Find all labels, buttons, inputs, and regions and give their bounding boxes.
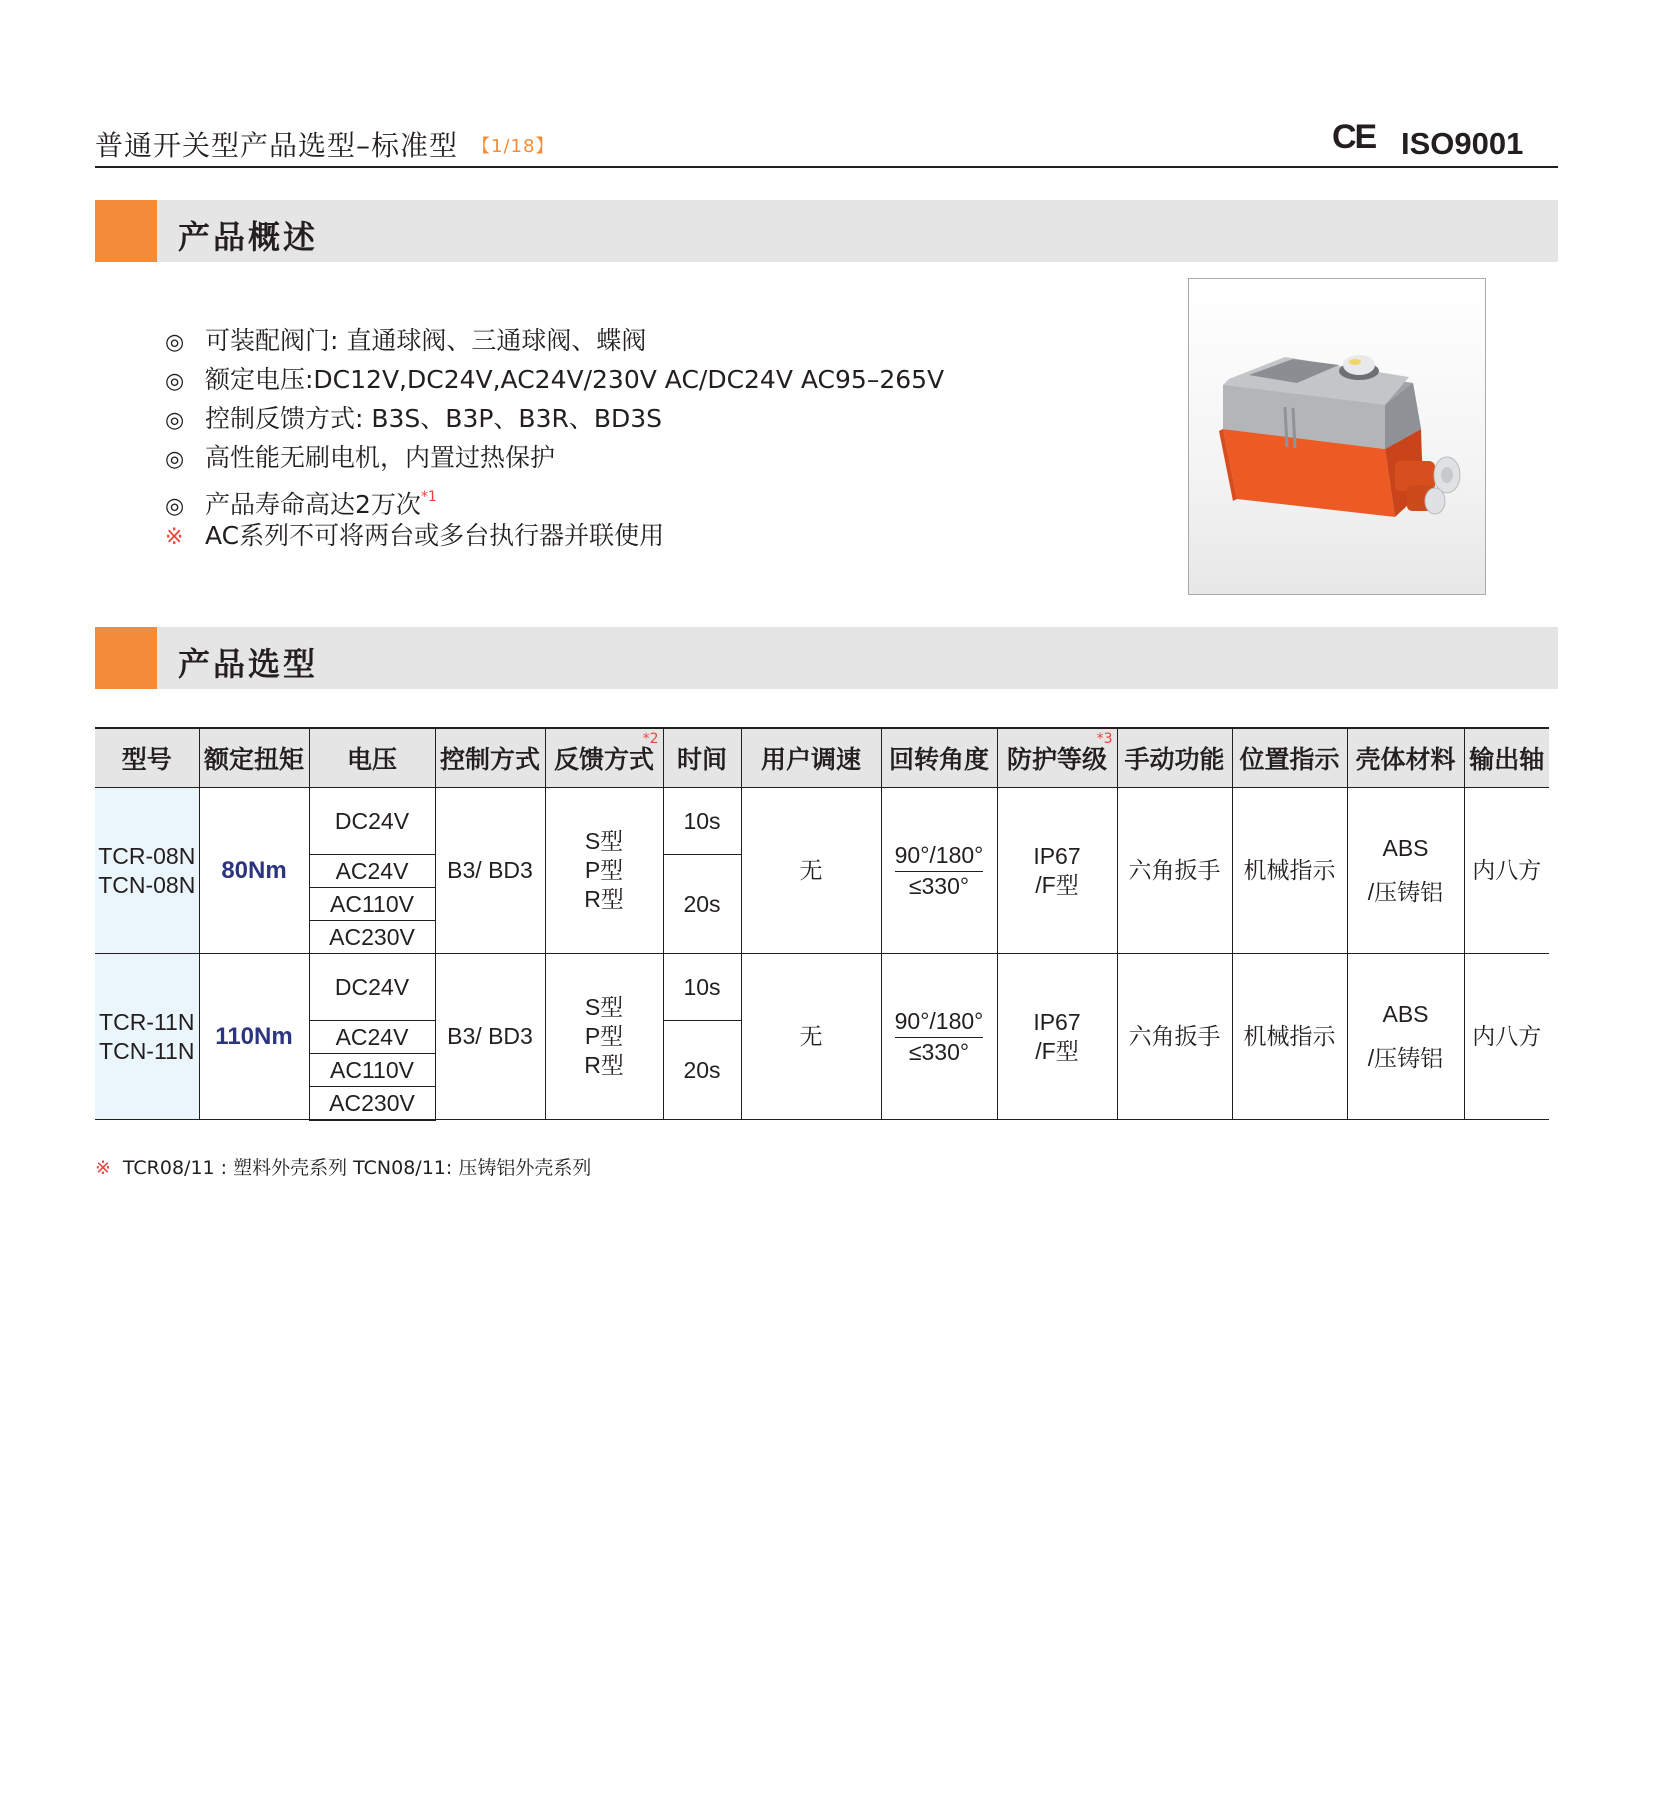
page-title	[95, 124, 554, 164]
protection-cell	[997, 954, 1117, 1120]
footnote-marker: *2	[642, 731, 659, 747]
warning-icon: ※	[165, 525, 184, 550]
header-housing: 壳体材料	[1347, 728, 1464, 788]
overview-item-text: 产品寿命高达2万次	[205, 490, 421, 519]
protection-rating: IP67	[1033, 842, 1081, 869]
table-header-row	[95, 728, 1549, 788]
footnote-text: TCR08/11 : 塑料外壳系列 TCN08/11: 压铸铝外壳系列	[122, 1157, 592, 1179]
housing-material: ABS	[1382, 1000, 1429, 1027]
protection-type: /F型	[1035, 871, 1079, 898]
overview-item-text: 高性能无刷电机，内置过热保护	[205, 443, 556, 472]
selection-section-title: 产品选型	[178, 645, 319, 683]
protection-type: /F型	[1035, 1037, 1079, 1064]
torque-cell	[199, 788, 309, 954]
header-control: 控制方式	[435, 728, 545, 788]
speed-adjust-cell: 无	[741, 788, 881, 954]
header-protection-label: 防护等级	[1006, 745, 1107, 774]
product-selection-table	[95, 727, 1549, 1121]
housing-material: ABS	[1382, 834, 1429, 861]
feedback-cell	[545, 788, 663, 954]
header-protection	[997, 728, 1117, 788]
housing-cell	[1347, 788, 1464, 954]
model-cell	[95, 954, 199, 1120]
angle-max: ≤330°	[908, 872, 970, 899]
control-cell: B3/ BD3	[435, 954, 545, 1120]
header-speed-adjust: 用户调速	[741, 728, 881, 788]
header-model: 型号	[95, 728, 199, 788]
overview-item	[165, 439, 944, 478]
overview-item	[165, 478, 944, 517]
output-shaft-cell: 内八方	[1464, 954, 1549, 1120]
overview-warning-text: AC系列不可将两台或多台执行器并联使用	[205, 521, 665, 550]
manual-cell: 六角扳手	[1117, 954, 1232, 1120]
overview-item	[165, 400, 944, 439]
page-indicator: 【1/18】	[472, 136, 555, 157]
overview-section-title: 产品概述	[178, 218, 319, 256]
header-time: 时间	[663, 728, 741, 788]
note-mark-icon: ※	[95, 1157, 111, 1179]
bullet-icon: ◎	[165, 369, 185, 394]
footnote-marker: *1	[420, 489, 437, 505]
angle-cell	[881, 954, 997, 1120]
angle-max: ≤330°	[908, 1038, 970, 1065]
voltage-cell: DC24V	[309, 788, 435, 855]
feedback-type: R型	[584, 885, 624, 912]
actuator-illustration	[1189, 279, 1485, 594]
feedback-cell	[545, 954, 663, 1120]
header-torque: 额定扭矩	[199, 728, 309, 788]
control-cell: B3/ BD3	[435, 788, 545, 954]
torque-value: 80Nm	[221, 856, 287, 884]
protection-cell	[997, 788, 1117, 954]
header-voltage: 电压	[309, 728, 435, 788]
model-line: TCR-08N	[98, 842, 196, 869]
voltage-cell: AC230V	[309, 1087, 435, 1120]
product-image	[1188, 278, 1486, 595]
header-position: 位置指示	[1232, 728, 1347, 788]
overview-warning	[165, 517, 944, 556]
manual-cell: 六角扳手	[1117, 788, 1232, 954]
housing-material: /压铸铝	[1367, 1044, 1444, 1071]
housing-material: /压铸铝	[1367, 878, 1444, 905]
position-cell: 机械指示	[1232, 788, 1347, 954]
table-row	[95, 788, 1549, 855]
angle-range: 90°/180°	[895, 841, 984, 872]
model-cell	[95, 788, 199, 954]
speed-adjust-cell: 无	[741, 954, 881, 1120]
time-cell: 10s	[663, 788, 741, 855]
voltage-cell: AC230V	[309, 921, 435, 954]
torque-cell	[199, 954, 309, 1120]
angle-range: 90°/180°	[895, 1007, 984, 1038]
footnote	[95, 1153, 591, 1180]
time-cell: 10s	[663, 954, 741, 1021]
overview-item-text: 额定电压:DC12V,DC24V,AC24V/230V AC/DC24V AC95–265V	[205, 365, 945, 394]
overview-list	[165, 322, 944, 556]
overview-section-bar	[95, 200, 1558, 262]
footnote-marker: *3	[1096, 731, 1113, 747]
voltage-cell: AC110V	[309, 888, 435, 921]
time-cell: 20s	[663, 1021, 741, 1120]
page-title-text: 普通开关型产品选型–标准型	[95, 129, 459, 162]
bullet-icon: ◎	[165, 494, 185, 519]
overview-item-text: 控制反馈方式: B3S、B3P、B3R、BD3S	[205, 404, 663, 433]
header-feedback-label: 反馈方式	[553, 745, 654, 774]
selection-section-bar	[95, 627, 1558, 689]
feedback-type: S型	[584, 828, 624, 855]
overview-item	[165, 322, 944, 361]
feedback-type: S型	[584, 994, 624, 1021]
header-divider	[95, 166, 1558, 168]
overview-item	[165, 361, 944, 400]
model-line: TCN-08N	[98, 871, 196, 898]
feedback-type: P型	[584, 857, 624, 884]
ce-mark: CE	[1332, 118, 1376, 156]
bullet-icon: ◎	[165, 330, 185, 355]
housing-cell	[1347, 954, 1464, 1120]
header-output-shaft: 输出轴	[1464, 728, 1549, 788]
angle-cell	[881, 788, 997, 954]
section-accent	[95, 627, 157, 689]
voltage-cell: AC24V	[309, 855, 435, 888]
model-line: TCN-11N	[99, 1037, 195, 1064]
voltage-cell: AC110V	[309, 1054, 435, 1087]
feedback-type: R型	[584, 1051, 624, 1078]
output-shaft-cell: 内八方	[1464, 788, 1549, 954]
model-line: TCR-11N	[99, 1008, 195, 1035]
iso-certification: ISO9001	[1401, 126, 1524, 161]
bullet-icon: ◎	[165, 447, 185, 472]
header-feedback	[545, 728, 663, 788]
feedback-type: P型	[584, 1023, 624, 1050]
torque-value: 110Nm	[215, 1022, 293, 1050]
section-accent	[95, 200, 157, 262]
protection-rating: IP67	[1033, 1008, 1081, 1035]
header-rotation-angle: 回转角度	[881, 728, 997, 788]
table-row	[95, 954, 1549, 1021]
voltage-cell: AC24V	[309, 1021, 435, 1054]
header-manual: 手动功能	[1117, 728, 1232, 788]
time-cell: 20s	[663, 855, 741, 954]
position-cell: 机械指示	[1232, 954, 1347, 1120]
bullet-icon: ◎	[165, 408, 185, 433]
overview-item-text: 可装配阀门: 直通球阀、三通球阀、蝶阀	[205, 326, 647, 355]
voltage-cell: DC24V	[309, 954, 435, 1021]
